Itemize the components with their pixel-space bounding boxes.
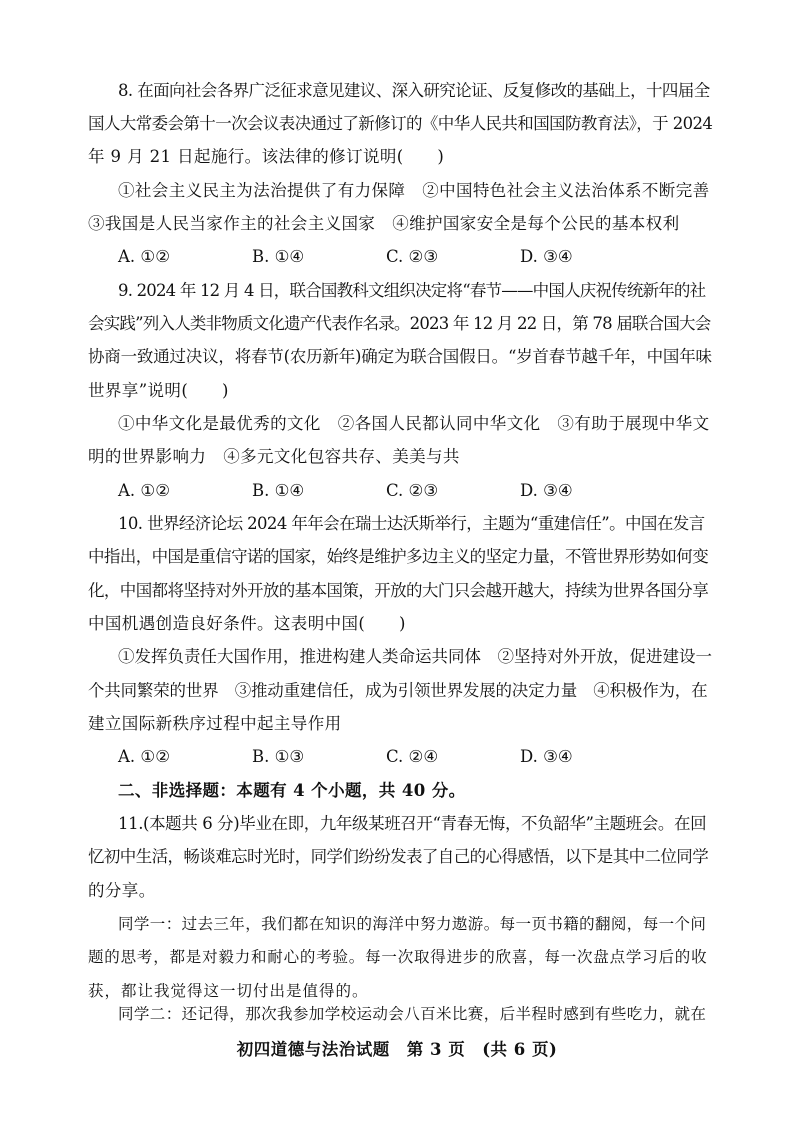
q10-statement-2-4: 个共同繁荣的世界 ③推动重建信任，成为引领世界发展的决定力量 ④积极作为，在 (88, 681, 708, 700)
q9-line-2: 会实践”列入人类非物质文化遗产代表作名录。2023 年 12 月 22 日，第 78 届联合国大会 (88, 314, 711, 333)
q8-line-1: 8. 在面向社会各界广泛征求意见建议、深入研究论证、反复修改的基础上，十四届全 (118, 81, 710, 100)
q10-line-3: 化，中国都将坚持对外开放的基本国策，开放的大门只会越开越大，持续为世界各国分享 (88, 581, 709, 600)
student-1-line-1: 同学一：过去三年，我们都在知识的海洋中努力遨游。每一页书籍的翻阅，每一个问 (118, 915, 707, 933)
q11-line-2: 忆初中生活，畅谈难忘时光时，同学们纷纷发表了自己的心得感悟，以下是其中二位同学 (88, 847, 709, 866)
student-2-line-1: 同学二：还记得，那次我参加学校运动会八百米比赛，后半程时感到有些吃力，就在 (118, 1005, 707, 1023)
q10-statement-4-end: 建立国际新秩序过程中起主导作用 (88, 714, 342, 733)
q8-option-d: D. ③④ (520, 247, 573, 266)
q9-line-3: 协商一致通过决议，将春节(农历新年)确定为联合国假日。“岁首春节越千年，中国年味 (88, 347, 712, 366)
q8-statement-3-4: ③我国是人民当家作主的社会主义国家 ④维护国家安全是每个公民的基本权利 (88, 214, 680, 233)
q10-option-b: B. ①③ (252, 747, 305, 766)
q10-option-c: C. ②④ (386, 747, 439, 766)
q10-line-2: 中指出，中国是重信守诺的国家，始终是维护多边主义的坚定力量，不管世界形势如何变 (88, 547, 709, 566)
q9-line-1: 9. 2024 年 12 月 4 日，联合国教科文组织决定将“春节——中国人庆祝传统新年的社 (118, 281, 706, 300)
q8-line-2: 国人大常委会第十一次会议表决通过了新修订的《中华人民共和国国防教育法》，于 2024 (88, 114, 713, 133)
q11-line-3: 的分享。 (88, 881, 156, 900)
q8-line-3: 年 9 月 21 日起施行。该法律的修订说明( ) (88, 147, 445, 166)
q9-option-d: D. ③④ (520, 481, 573, 500)
q10-statement-1-2: ①发挥负责任大国作用，推进构建人类命运共同体 ②坚持对外开放，促进建设一 (118, 647, 712, 666)
q10-option-a: A. ①② (118, 747, 170, 766)
q8-option-c: C. ②③ (386, 247, 439, 266)
q10-line-1: 10. 世界经济论坛 2024 年年会在瑞士达沃斯举行，主题为“重建信任”。中国在发言 (118, 514, 705, 533)
q8-option-a: A. ①② (118, 247, 170, 266)
q9-statement-1-3: ①中华文化是最优秀的文化 ②各国人民都认同中华文化 ③有助于展现中华文 (118, 414, 710, 433)
section-2-heading: 二、非选择题：本题有 4 个小题，共 40 分。 (118, 781, 466, 800)
q9-option-b: B. ①④ (252, 481, 305, 500)
student-1-line-2: 题的思考，都是对毅力和耐心的考验。每一次取得进步的欣喜，每一次盘点学习后的收 (88, 948, 708, 966)
q11-line-1: 11.(本题共 6 分)毕业在即，九年级某班召开“青春无悔，不负韶华”主题班会。在回 (118, 814, 707, 833)
q10-option-d: D. ③④ (520, 747, 573, 766)
student-1-line-3: 获，都让我觉得这一切付出是值得的。 (88, 982, 369, 1000)
q9-line-4: 世界享”说明( ) (88, 381, 229, 400)
q8-option-b: B. ①④ (252, 247, 305, 266)
q9-statement-3-4: 明的世界影响力 ④多元文化包容共存、美美与共 (88, 447, 460, 466)
q10-line-4: 中国机遇创造良好条件。这表明中国( ) (88, 614, 406, 633)
page-footer: 初四道德与法治试题 第 3 页 (共 6 页) (236, 1040, 558, 1059)
q8-statement-1-2: ①社会主义民主为法治提供了有力保障 ②中国特色社会主义法治体系不断完善 (118, 181, 710, 200)
q9-option-c: C. ②③ (386, 481, 439, 500)
q9-option-a: A. ①② (118, 481, 170, 500)
